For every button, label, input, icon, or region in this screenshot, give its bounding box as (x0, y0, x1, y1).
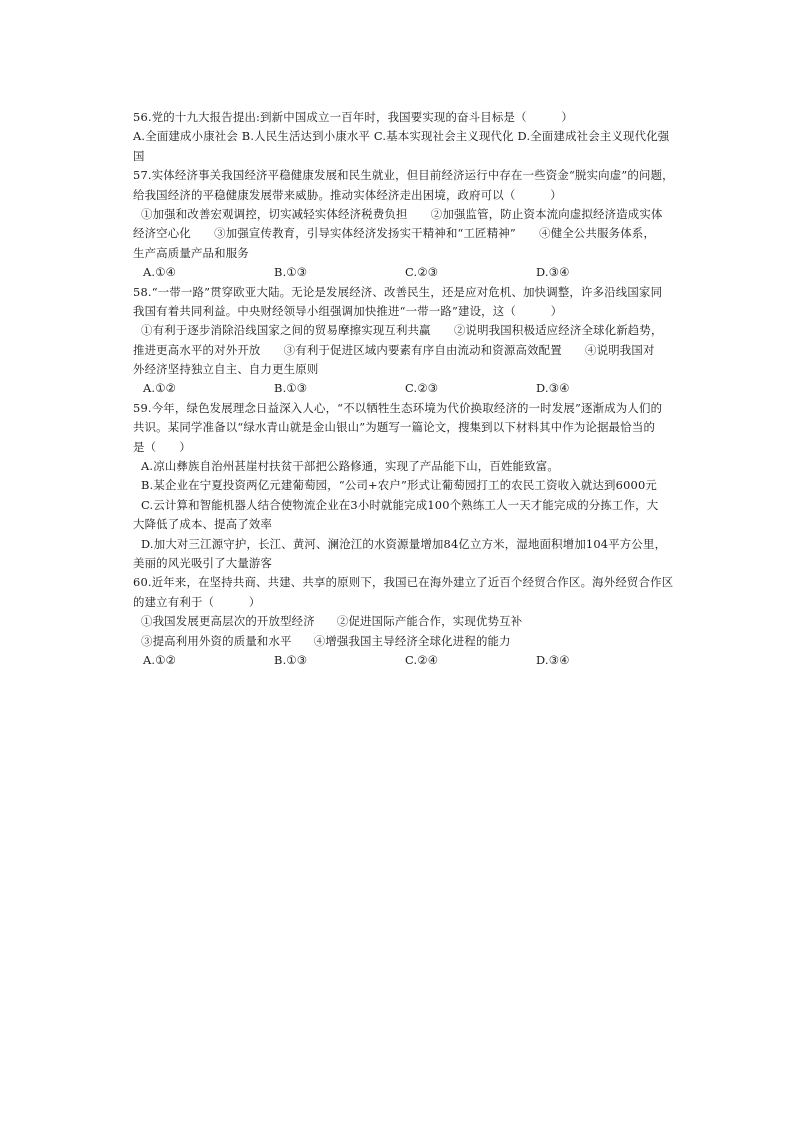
choice-d: D.③④ (536, 381, 570, 396)
choice-a: A.①② (143, 381, 177, 396)
question-59-choice-b: B.某企业在宁夏投资两亿元建葡萄园，“公司+农户”形式让葡萄园打工的农民工资收入就达到6000元 (141, 478, 658, 493)
choice-a: A.①④ (143, 265, 177, 280)
question-60-statements-row2 (133, 632, 718, 651)
question-60-choices (133, 651, 718, 670)
question-59-stem-cont: 共识。某同学准备以“绿水青山就是金山银山”为题写一篇论文，搜集到以下材料其中作为论据最恰当的 (133, 420, 656, 435)
question-57-statements-cont: 经济空心化 ③加强宣传教育，引导实体经济发扬实干精神和“工匠精神” ④健全公共服务体系， (133, 226, 656, 241)
question-56-stem: 56.党的十九大报告提出:到新中国成立一百年时，我国要实现的奋斗目标是（ ） (133, 110, 574, 124)
statement-4: ④增强我国主导经济全球化进程的能力 (313, 633, 511, 648)
question-57-stem: 57.实体经济事关我国经济平稳健康发展和民生就业，但目前经济运行中存在一些资金“脱实向虚”的问题， (133, 168, 674, 183)
question-58-statements-cont: 推进更高水平的对外开放 ③有利于促进区域内要素有序自由流动和资源高效配置 ④说明我国对 (133, 342, 655, 357)
question-58-stem: 58.“一带一路”贯穿欧亚大陆。无论是发展经济、改善民生，还是应对危机、加快调整，许多沿线国家同 (133, 284, 663, 299)
choice-a: A.①② (143, 652, 177, 667)
choice-c: C.②③ (405, 381, 439, 396)
question-58-statements: ①有利于逐步消除沿线国家之间的贸易摩擦实现互利共赢 ②说明我国积极适应经济全球化新趋势， (141, 323, 663, 338)
question-59-choice-c: C.云计算和智能机器人结合使物流企业在3小时就能完成100个熟练工人一天才能完成的分拣工作，大 (141, 497, 659, 512)
question-56 (133, 108, 718, 166)
question-58-choices (133, 379, 718, 398)
statement-2: ②促进国际产能合作，实现优势互补 (336, 614, 523, 629)
question-57-stem-cont: 给我国经济的平稳健康发展带来威胁。推动实体经济走出困境，政府可以（ ） (133, 187, 562, 202)
question-56-options: A.全面建成小康社会 B.人民生活达到小康水平 C.基本实现社会主义现代化 D.全面建成社会主义现代化强 (133, 129, 670, 144)
question-60-stem-cont: 的建立有利于（ ） (133, 594, 261, 609)
question-58-statements-end: 外经济坚持独立自主、自力更生原则 (133, 362, 319, 377)
question-59-stem-end: 是（ ） (133, 439, 191, 454)
question-59 (133, 399, 718, 574)
question-59-choice-d: D.加大对三江源守护，长江、黄河、澜沧江的水资源量增加84亿立方米，湿地面积增加104平方公里， (141, 536, 667, 551)
choice-b: B.①③ (274, 652, 308, 667)
choice-c: C.②③ (405, 265, 439, 280)
question-60 (133, 573, 718, 670)
statement-3: ③提高利用外资的质量和水平 (141, 633, 292, 648)
question-59-stem: 59.今年，绿色发展理念日益深入人心，“不以牺牲生态环境为代价换取经济的一时发展”逐渐成为人们的 (133, 400, 663, 415)
question-58-stem-cont: 我国有着共同利益。中央财经领导小组强调加快推进“一带一路”建设，这（ ） (133, 303, 563, 318)
question-60-stem: 60.近年来，在坚持共商、共建、共享的原则下，我国已在海外建立了近百个经贸合作区。海外经贸合作区 (133, 575, 674, 590)
question-58 (133, 283, 718, 399)
question-57 (133, 166, 718, 282)
question-56-options-cont: 国 (133, 148, 145, 163)
choice-d: D.③④ (536, 652, 570, 667)
question-59-choice-d-cont: 美丽的风光吸引了大量游客 (133, 555, 273, 570)
choice-d: D.③④ (536, 265, 570, 280)
question-block (133, 108, 718, 670)
question-57-statements: ①加强和改善宏观调控，切实减轻实体经济税费负担 ②加强监管，防止资本流向虚拟经济造成实体 (141, 206, 663, 221)
choice-b: B.①③ (274, 265, 308, 280)
question-60-statements-row1 (133, 612, 718, 631)
choice-b: B.①③ (274, 381, 308, 396)
question-57-choices (133, 263, 718, 282)
question-57-statements-end: 生产高质量产品和服务 (133, 245, 249, 260)
statement-1: ①我国发展更高层次的开放型经济 (141, 614, 315, 629)
question-59-choice-a: A.凉山彝族自治州甚崖村扶贫干部把公路修通，实现了产品能下山，百姓能致富。 (141, 459, 559, 474)
question-59-choice-c-cont: 大降低了成本、提高了效率 (133, 517, 273, 532)
choice-c: C.②④ (405, 652, 439, 667)
